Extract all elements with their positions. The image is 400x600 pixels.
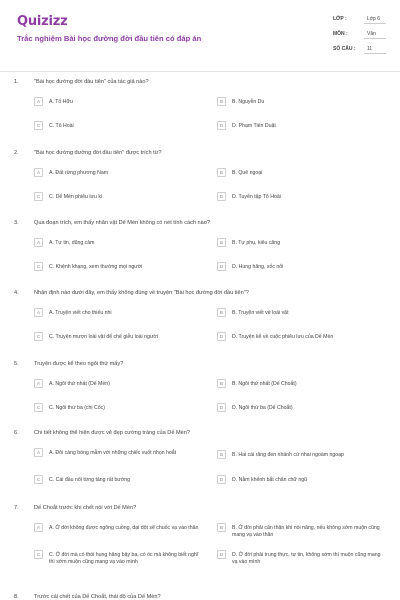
option-letter-box: A (34, 448, 43, 457)
option-letter-box: A (34, 379, 43, 388)
option-letter-box: C (34, 192, 43, 201)
option-letter-box: C (34, 475, 43, 484)
option-text: C. Khệnh khạng, xem thường mọi người (49, 263, 143, 270)
worksheet-header (0, 0, 400, 70)
option-letter-box: D (217, 121, 226, 130)
option-letter-box: B (217, 379, 226, 388)
meta-value: Lớp 6 (367, 16, 381, 22)
option-text: B. Ở đời phải cẩn thận khi nói năng, nếu không sớm muộn cũng mang vạ vào thân (232, 524, 380, 538)
option-text: D. Hung hăng, xốc nổi (232, 263, 284, 270)
option-text: D. Nằm khểnh bắt chân chữ ngũ (232, 476, 307, 483)
option-text: B. Truyện viết về loài vật (232, 309, 289, 316)
meta-label: LỚP : (333, 16, 347, 22)
option-letter-box: A (34, 238, 43, 247)
option-text: A. Đất rừng phương Nam (49, 169, 109, 176)
option-letter-box: D (217, 262, 226, 271)
option-letter-box: A (34, 168, 43, 177)
option-text: B. Nguyễn Du (232, 98, 265, 105)
option-letter-box: D (217, 192, 226, 201)
option-letter-box: C (34, 550, 43, 559)
worksheet-title: Trắc nghiệm Bài học đường đời đầu tiên có đáp án (17, 34, 202, 43)
quizizz-logo: Quizizz (17, 14, 68, 29)
option-letter-box: B (217, 523, 226, 532)
question-number: 6. (14, 430, 19, 436)
option-text: C. Truyện mượn loài vật để chế giễu loài người (49, 333, 158, 340)
option-text: A. Tố Hữu (49, 98, 73, 105)
option-text: A. Đôi càng bóng mẫm với những chiếc vuốt nhọn hoắt (49, 449, 177, 456)
question-text: Truyện được kể theo ngôi thứ mấy? (34, 361, 124, 367)
option-text: D. Ngôi thứ ba (Dế Choắt) (232, 404, 293, 411)
meta-label: SỐ CÂU : (333, 46, 356, 52)
option-text: A. Truyện viết cho thiếu nhi (49, 309, 112, 316)
option-text: C. Ngôi thứ ba (chị Cốc) (49, 404, 105, 411)
option-text: C. Ở đời mà có thói hung hăng bậy bạ, có óc mà không biết nghĩ thì sớm muộn cũng mang vạ vào mình (49, 551, 199, 565)
question-number: 4. (14, 290, 19, 296)
option-letter-box: A (34, 97, 43, 106)
question-number: 2. (14, 150, 19, 156)
option-letter-box: C (34, 121, 43, 130)
option-letter-box: B (217, 168, 226, 177)
option-letter-box: C (34, 262, 43, 271)
option-text: D. Truyện kể về cuộc phiêu lưu của Dế Mèn (232, 333, 334, 340)
meta-underline (364, 53, 386, 54)
question-number: 3. (14, 220, 19, 226)
option-text: C. Tô Hoài (49, 122, 74, 129)
option-text: D. Phạm Tiến Duật (232, 122, 276, 129)
question-number: 5. (14, 361, 19, 367)
option-letter-box: B (217, 97, 226, 106)
question-text: Chi tiết không thể hiện được vẻ đẹp cường tráng của Dế Mèn? (34, 430, 191, 436)
option-text: D. Ở đời phải trung thực, tự tin, không sớm thì muộn cũng mang vạ vào mình (232, 551, 381, 565)
option-text: A. Ở đời không được ngông cuồng, dại dột sẽ chuốc vạ vào thân (49, 524, 199, 531)
option-letter-box: A (34, 523, 43, 532)
option-text: B. Tự phụ, kiêu căng (232, 239, 281, 246)
question-text: Dế Choắt trước khi chết nói với Dế Mèn? (34, 505, 137, 511)
option-letter-box: B (217, 450, 226, 459)
option-text: D. Tuyển tập Tô Hoài (232, 193, 281, 200)
question-text: Nhận định nào dưới đây, em thấy không đúng về truyện "Bài học đường đời đầu tiên"? (34, 290, 249, 296)
meta-value: 11 (367, 46, 373, 52)
meta-underline (364, 23, 386, 24)
option-letter-box: C (34, 332, 43, 341)
option-text: C. Cái đầu nổi từng tảng rất bướng (49, 476, 131, 483)
option-letter-box: D (217, 550, 226, 559)
option-text: B. Ngôi thứ nhất (Dế Choắt) (232, 380, 297, 387)
option-letter-box: A (34, 308, 43, 317)
question-text: Qua đoạn trích, em thấy nhân vật Dế Mèn không có nét tính cách nào? (34, 220, 211, 226)
header-divider (0, 71, 400, 72)
option-text: B. Hai cái răng đen nhánh cứ nhai ngoàm ngoạp (232, 451, 344, 458)
option-letter-box: D (217, 403, 226, 412)
option-text: C. Dế Mèn phiêu lưu kí (49, 193, 103, 200)
option-letter-box: B (217, 238, 226, 247)
option-letter-box: D (217, 332, 226, 341)
question-number: 8. (14, 594, 19, 600)
option-letter-box: D (217, 475, 226, 484)
question-number: 1. (14, 79, 19, 85)
option-text: A. Ngôi thứ nhất (Dế Mèn) (49, 380, 110, 387)
question-text: "Bài học đường đời đầu tiên" của tác giả nào? (34, 79, 149, 85)
question-text: Trước cái chết của Dế Choắt, thái độ của Dế Mèn? (34, 594, 161, 600)
meta-label: MÔN : (333, 31, 348, 37)
question-number: 7. (14, 505, 19, 511)
question-text: "Bài học đường đường đời đầu tiên" được trích từ? (34, 150, 162, 156)
meta-value: Văn (367, 31, 376, 37)
meta-underline (364, 38, 386, 39)
option-letter-box: B (217, 308, 226, 317)
option-letter-box: C (34, 403, 43, 412)
option-text: A. Tự tin, dũng cảm (49, 239, 95, 246)
option-text: B. Quê ngoại (232, 169, 263, 176)
